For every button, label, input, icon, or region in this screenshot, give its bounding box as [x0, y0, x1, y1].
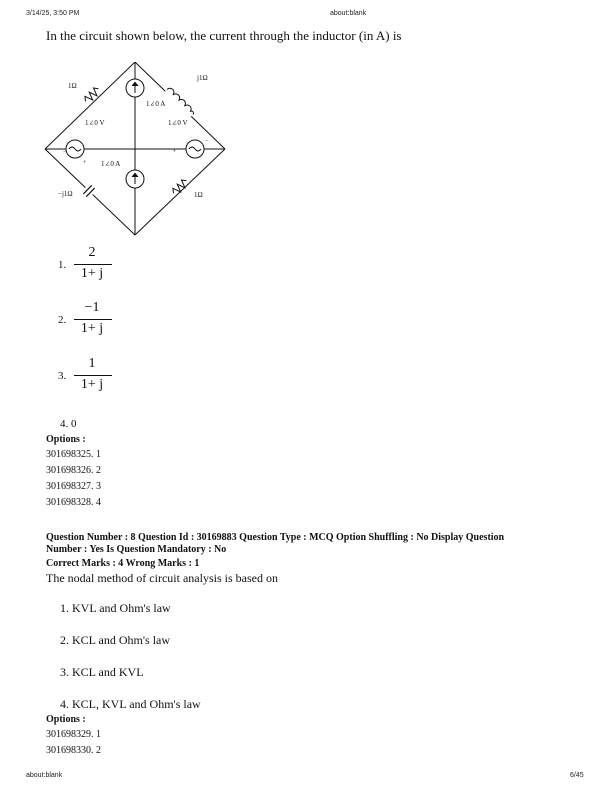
label-vs-left: 1∠0 V [85, 119, 105, 127]
option-1-numerator: 2 [88, 245, 96, 260]
circuit-diagram [30, 62, 240, 240]
q8-option-2: 2. KCL and Ohm's law [60, 633, 171, 647]
option-id-4: 301698328. 4 [46, 497, 101, 508]
current-source-top [126, 79, 144, 97]
option-1-fraction-bar [74, 264, 112, 265]
voltage-source-right [186, 140, 204, 158]
label-cs-top: 1∠0 A [146, 100, 166, 108]
resistor-bottom-right [171, 178, 190, 196]
option-id-3: 301698327. 3 [46, 481, 101, 492]
option-2-number: 2. [58, 314, 67, 326]
q8-option-1: 1. KVL and Ohm's law [60, 601, 171, 615]
option-id-1: 301698325. 1 [46, 449, 101, 460]
sign-minus-right: − [205, 138, 209, 144]
option-1-number: 1. [58, 259, 67, 271]
inductor-top-right [164, 87, 195, 118]
option-id-2: 301698326. 2 [46, 465, 101, 476]
question-8-text: The nodal method of circuit analysis is based on [46, 571, 278, 585]
q8-options-label: Options : [46, 714, 86, 725]
option-4: 4. 0 [60, 418, 77, 430]
sign-minus-left: − [63, 149, 67, 155]
question-8-meta [46, 532, 566, 556]
question-8-meta-line-2: Number : Yes Is Question Mandatory : No [46, 544, 227, 555]
option-1-denominator: 1+ j [80, 266, 104, 281]
question-7-text: In the circuit shown below, the current through the inductor (in A) is [46, 28, 402, 43]
options-label: Options : [46, 434, 86, 445]
print-datetime: 3/14/25, 3:50 PM [26, 10, 80, 17]
question-8-meta-line-1: Question Number : 8 Question Id : 30169883 Question Type : MCQ Option Shuffling : No Display Question [46, 532, 505, 543]
q8-option-id-1: 301698329. 1 [46, 729, 101, 740]
footer-url: about:blank [26, 772, 63, 779]
q8-option-4: 4. KCL, KVL and Ohm's law [60, 697, 201, 711]
option-3-fraction-bar [74, 375, 112, 376]
label-r-top-left: 1Ω [68, 82, 77, 90]
option-3-denominator: 1+ j [80, 377, 104, 392]
option-3-number: 3. [58, 370, 67, 382]
option-2-denominator: 1+ j [80, 321, 104, 336]
label-c-bottom-left: −j1Ω [58, 190, 73, 198]
option-2-numerator: −1 [84, 300, 100, 315]
label-l-top-right: j1Ω [197, 74, 208, 82]
label-vs-right: 1∠0 V [168, 119, 188, 127]
label-cs-center: 1∠0 A [101, 160, 121, 168]
q8-option-3: 3. KCL and KVL [60, 665, 144, 679]
label-r-bottom-right: 1Ω [194, 191, 203, 199]
current-source-center [126, 170, 144, 188]
print-page-title: about:blank [330, 10, 367, 17]
footer-page-number: 6/45 [570, 772, 584, 779]
resistor-top-left [83, 86, 102, 104]
option-3-numerator: 1 [88, 356, 96, 371]
sign-plus-left: + [83, 160, 87, 166]
question-8-marks: Correct Marks : 4 Wrong Marks : 1 [46, 558, 200, 569]
q8-option-id-2: 301698330. 2 [46, 745, 101, 756]
option-2-fraction-bar [74, 319, 112, 320]
voltage-source-left [66, 140, 84, 158]
sign-plus-right: + [173, 149, 177, 155]
